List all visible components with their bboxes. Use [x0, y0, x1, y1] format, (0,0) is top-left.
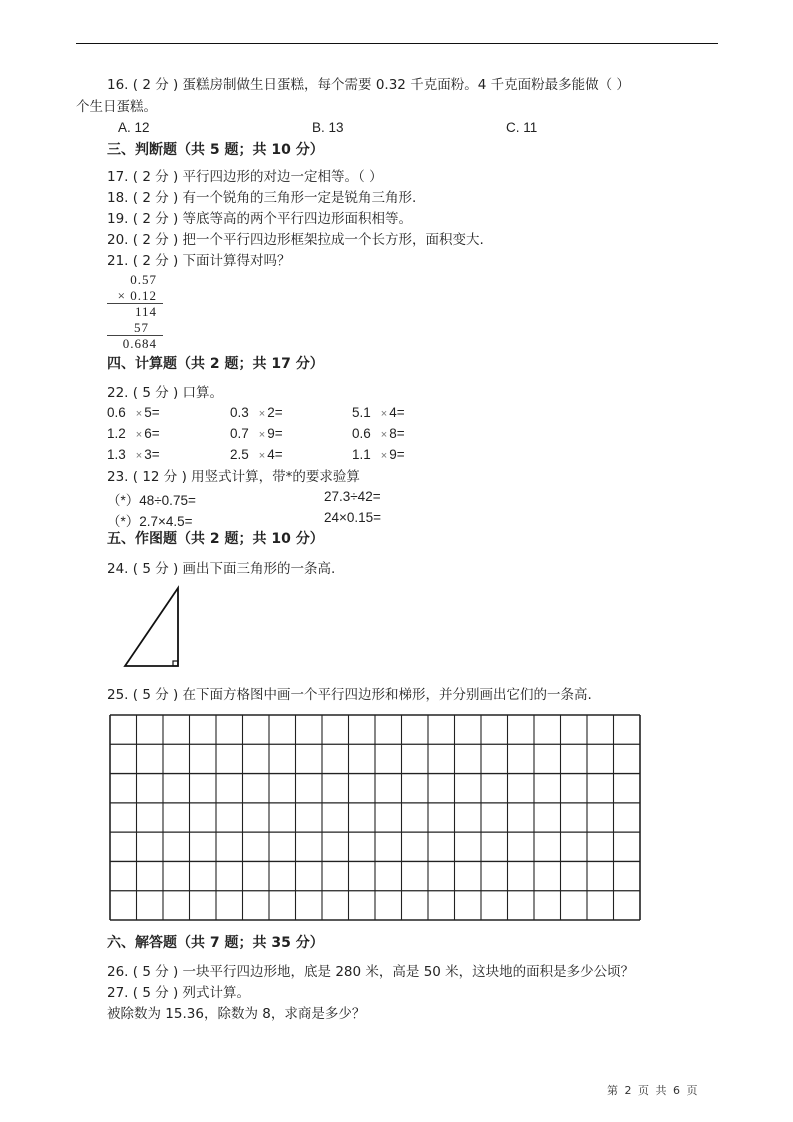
mental-math-item [107, 405, 160, 420]
section-heading-judgement: 三、判断题（共 5 题；共 10 分） [107, 142, 324, 158]
operand-equals: 2= [267, 405, 283, 420]
operand-equals: 4= [267, 447, 283, 462]
mental-math-item [352, 447, 405, 462]
times-sign: × [380, 408, 388, 420]
q16-text-cont: 个生日蛋糕。 [76, 99, 157, 115]
times-sign: × [135, 408, 143, 420]
q16-option-c: C. 11 [506, 120, 538, 135]
operand: 1.3 [107, 447, 126, 462]
mental-math-item [107, 447, 160, 462]
q16-text: 16. ( 2 分 ) 蛋糕房制做生日蛋糕，每个需要 0.32 千克面粉。4 千克面粉最多能做（ ） [107, 77, 630, 93]
mental-math-item [352, 426, 405, 441]
vertical-calc-multiplicand: 0.57 [130, 272, 157, 287]
vertical-calc-result: 0.684 [122, 336, 157, 351]
vertical-calc-multiplier: × 0.12 [117, 287, 157, 303]
operand: 0.6 [352, 426, 371, 441]
section-heading-drawing: 五、作图题（共 2 题；共 10 分） [107, 531, 324, 547]
operand-equals: 8= [389, 426, 405, 441]
operand: 1.2 [107, 426, 126, 441]
times-sign: × [258, 450, 266, 462]
q18-text: 18. ( 2 分 ) 有一个锐角的三角形一定是锐角三角形. [107, 190, 417, 206]
mental-math-item [230, 405, 283, 420]
vertical-calc-partial-2: 57 [134, 319, 149, 335]
operand-equals: 6= [144, 426, 160, 441]
q23-item: 24×0.15= [324, 510, 382, 525]
operand-equals: 4= [389, 405, 405, 420]
operand-equals: 9= [267, 426, 283, 441]
operand-equals: 3= [144, 447, 160, 462]
operand: 5.1 [352, 405, 371, 420]
times-sign: × [380, 450, 388, 462]
times-sign: × [135, 429, 143, 441]
q23-item: （*）2.7×4.5= [107, 514, 193, 529]
operand: 0.7 [230, 426, 249, 441]
operand-equals: 9= [389, 447, 405, 462]
vertical-multiplication [107, 272, 163, 352]
q26-text: 26. ( 5 分 ) 一块平行四边形地，底是 280 米，高是 50 米，这块地的面积是多少公顷？ [107, 964, 635, 980]
page-number: 第 2 页 共 6 页 [607, 1084, 698, 1097]
q16-option-a: A. 12 [118, 120, 150, 135]
q23-item: 27.3÷42= [324, 489, 381, 504]
operand: 0.3 [230, 405, 249, 420]
times-sign: × [380, 429, 388, 441]
mental-math-item [230, 426, 283, 441]
header-rule [76, 43, 718, 44]
operand: 0.6 [107, 405, 126, 420]
right-triangle-figure [120, 585, 185, 670]
section-heading-calculation: 四、计算题（共 2 题；共 17 分） [107, 356, 324, 372]
q23-text: 23. ( 12 分 ) 用竖式计算，带*的要求验算 [107, 469, 360, 485]
q23-item: （*）48÷0.75= [107, 493, 196, 508]
q20-text: 20. ( 2 分 ) 把一个平行四边形框架拉成一个长方形，面积变大. [107, 232, 484, 248]
times-sign: × [258, 408, 266, 420]
q25-text: 25. ( 5 分 ) 在下面方格图中画一个平行四边形和梯形，并分别画出它们的一条高. [107, 687, 592, 703]
mental-math-item [107, 426, 160, 441]
q19-text: 19. ( 2 分 ) 等底等高的两个平行四边形面积相等。 [107, 211, 413, 227]
q17-text: 17. ( 2 分 ) 平行四边形的对边一定相等。（ ） [107, 169, 383, 185]
q24-text: 24. ( 5 分 ) 画出下面三角形的一条高. [107, 561, 336, 577]
q21-text: 21. ( 2 分 ) 下面计算得对吗？ [107, 253, 291, 269]
section-heading-answers: 六、解答题（共 7 题；共 35 分） [107, 935, 324, 951]
operand-equals: 5= [144, 405, 160, 420]
mental-math-item [352, 405, 405, 420]
q27-detail: 被除数为 15.36，除数为 8，求商是多少？ [107, 1006, 366, 1022]
mental-math-item [230, 447, 283, 462]
q16-option-b: B. 13 [312, 120, 344, 135]
q22-text: 22. ( 5 分 ) 口算。 [107, 385, 224, 401]
q27-text: 27. ( 5 分 ) 列式计算。 [107, 985, 251, 1001]
times-sign: × [135, 450, 143, 462]
vertical-calc-partial-1: 114 [134, 304, 157, 319]
times-sign: × [258, 429, 266, 441]
operand: 1.1 [352, 447, 371, 462]
drawing-grid[interactable] [108, 713, 644, 923]
operand: 2.5 [230, 447, 249, 462]
triangle-shape [125, 588, 178, 666]
